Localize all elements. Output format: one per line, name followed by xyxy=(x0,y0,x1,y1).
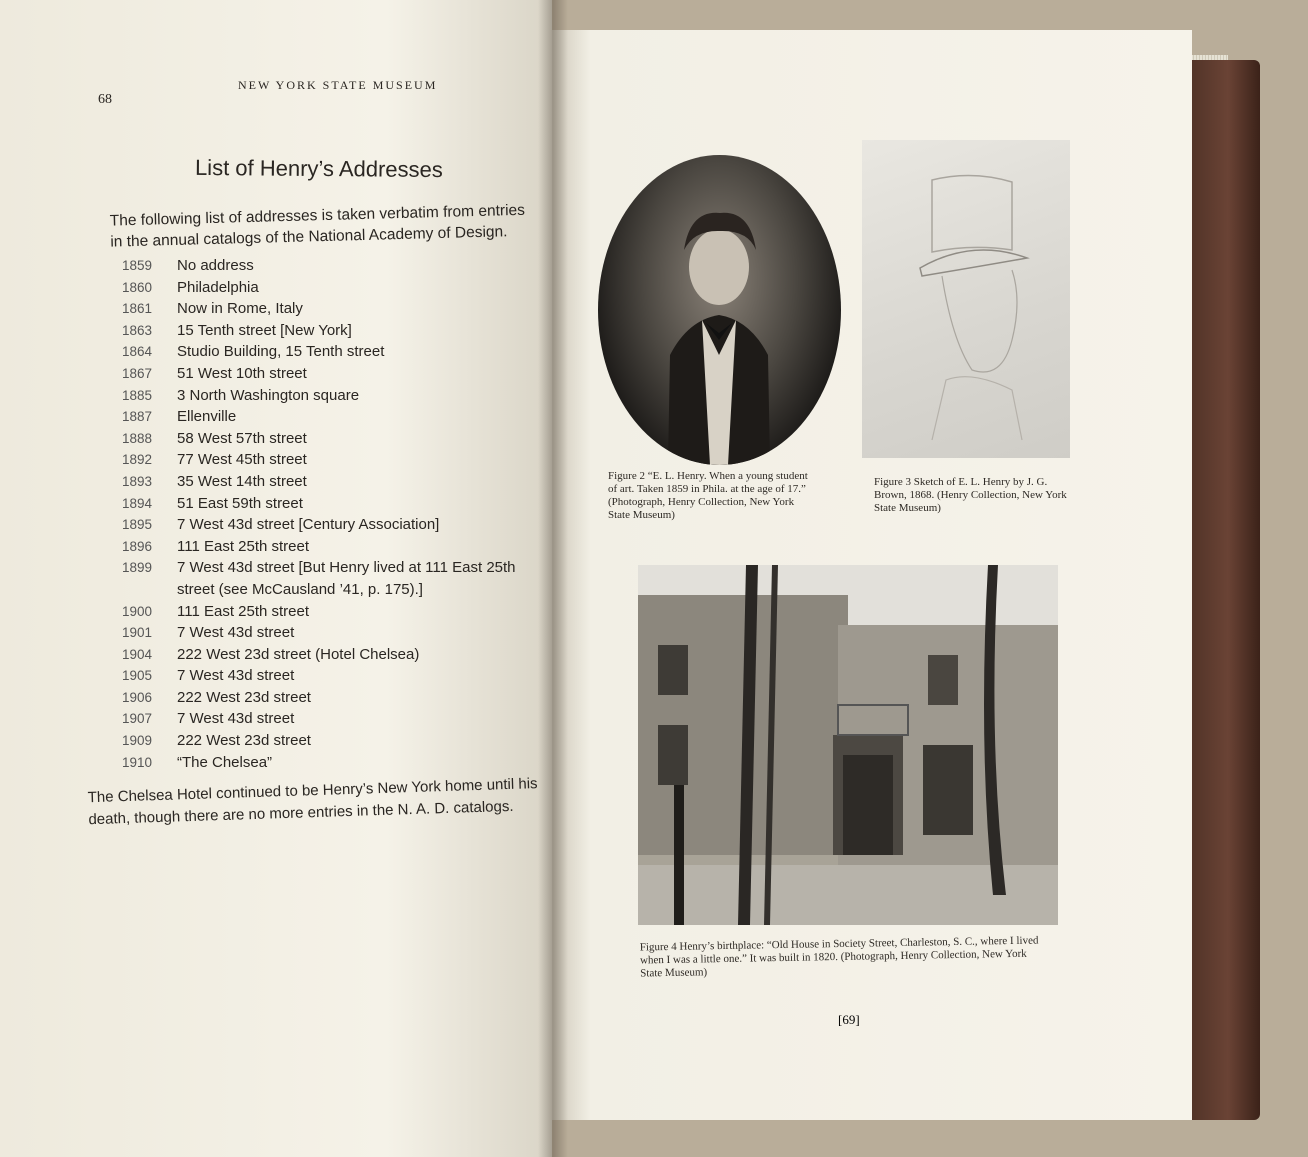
left-page-number: 68 xyxy=(98,92,112,107)
figure-2-caption: Figure 2 “E. L. Henry. When a young student of art. Taken 1859 in Phila. at the age of 17.” (Photograph, Henry Collection, New York State Museum) xyxy=(608,470,808,521)
address-year: 1892 xyxy=(122,452,153,468)
address-year: 1887 xyxy=(122,409,153,425)
address-year: 1860 xyxy=(122,279,153,295)
address-text: 7 West 43d street xyxy=(177,667,295,685)
address-row xyxy=(122,406,542,428)
address-row xyxy=(122,622,542,644)
address-row xyxy=(122,687,542,709)
address-row xyxy=(122,449,542,471)
address-text: 51 East 59th street xyxy=(177,494,303,512)
address-year: 1896 xyxy=(122,538,153,554)
right-page-number: [69] xyxy=(838,1012,860,1027)
sketch-drawing xyxy=(862,140,1070,458)
address-text: 222 West 23d street (Hotel Chelsea) xyxy=(177,645,420,663)
book-gutter xyxy=(538,0,568,1157)
address-text: 51 West 10th street xyxy=(177,364,307,382)
address-year: 1888 xyxy=(122,430,153,446)
address-year: 1893 xyxy=(122,473,153,489)
address-row xyxy=(122,428,542,450)
address-row xyxy=(122,557,542,600)
address-row xyxy=(122,536,542,558)
address-row xyxy=(122,730,542,752)
figure-4-caption: Figure 4 Henry’s birthplace: “Old House in Society Street, Charleston, S. C., where I lived when I was a little one.” It was built in 1820. (Photograph, Henry Collection, New York State Museum) xyxy=(639,934,1039,980)
address-text: Now in Rome, Italy xyxy=(177,300,303,318)
address-text: 15 Tenth street [New York] xyxy=(177,321,352,339)
address-year: 1905 xyxy=(122,668,153,684)
address-text: Philadelphia xyxy=(177,278,259,296)
address-text: Ellenville xyxy=(177,408,237,426)
address-text: “The Chelsea” xyxy=(177,753,273,771)
address-year: 1910 xyxy=(122,754,153,770)
address-text: 111 East 25th street xyxy=(177,602,310,620)
address-text: 7 West 43d street [But Henry lived at 111 East 25th street (see McCausland ’41, p. 175).] xyxy=(177,559,516,598)
address-text: No address xyxy=(177,257,254,274)
address-text: 222 West 23d street xyxy=(177,732,311,750)
address-text: 35 West 14th street xyxy=(177,472,307,490)
address-text: 7 West 43d street [Century Association] xyxy=(177,516,440,534)
address-year: 1904 xyxy=(122,646,153,662)
address-row xyxy=(122,601,542,623)
address-text: 7 West 43d street xyxy=(177,710,295,728)
address-row xyxy=(122,493,542,515)
address-year: 1906 xyxy=(122,689,153,705)
address-row xyxy=(122,363,542,385)
address-year: 1895 xyxy=(122,517,153,533)
address-row xyxy=(122,708,542,730)
address-text: 58 West 57th street xyxy=(177,429,307,447)
address-year: 1859 xyxy=(122,258,153,273)
closing-paragraph: The Chelsea Hotel continued to be Henry’s New York home until his death, though there are no more entries in the N. A. D. catalogs. xyxy=(87,775,538,829)
house-photo xyxy=(638,565,1058,925)
address-text: 7 West 43d street xyxy=(177,624,295,642)
book-cover xyxy=(1180,60,1260,1120)
address-row xyxy=(122,255,542,277)
address-year: 1899 xyxy=(122,560,153,576)
address-row xyxy=(122,385,542,407)
address-text: 3 North Washington square xyxy=(177,386,360,404)
address-list xyxy=(122,255,542,773)
address-text: 222 West 23d street xyxy=(177,688,311,706)
sketch-figure xyxy=(862,140,1070,458)
address-row xyxy=(122,341,542,363)
address-row xyxy=(122,752,542,774)
left-page xyxy=(0,0,552,1157)
address-row xyxy=(122,644,542,666)
address-year: 1885 xyxy=(122,387,153,403)
address-year: 1907 xyxy=(122,711,153,727)
address-text: Studio Building, 15 Tenth street xyxy=(177,343,385,361)
address-year: 1894 xyxy=(122,495,153,511)
figure-3-caption: Figure 3 Sketch of E. L. Henry by J. G. Brown, 1868. (Henry Collection, New York State Museum) xyxy=(874,476,1067,514)
address-row xyxy=(122,298,542,320)
address-row xyxy=(122,665,542,687)
house-scene xyxy=(638,565,1058,925)
address-year: 1861 xyxy=(122,301,153,317)
page-title: List of Henry’s Addresses xyxy=(194,154,443,183)
address-row xyxy=(122,471,542,493)
address-year: 1863 xyxy=(122,322,153,338)
address-text: 111 East 25th street xyxy=(177,537,310,555)
portrait-figure xyxy=(598,155,841,465)
address-row xyxy=(122,514,542,536)
address-row xyxy=(122,320,542,342)
intro-paragraph: The following list of addresses is taken verbatim from entries in the annual catalogs of the National Academy of Design. xyxy=(109,201,526,251)
address-year: 1867 xyxy=(122,365,153,381)
address-year: 1864 xyxy=(122,344,153,360)
address-text: 77 West 45th street xyxy=(177,451,307,469)
portrait-photo xyxy=(598,155,841,465)
address-year: 1901 xyxy=(122,625,153,641)
address-year: 1900 xyxy=(122,603,153,619)
running-head: NEW YORK STATE MUSEUM xyxy=(238,78,438,92)
address-year: 1909 xyxy=(122,733,153,749)
address-row xyxy=(122,277,542,299)
